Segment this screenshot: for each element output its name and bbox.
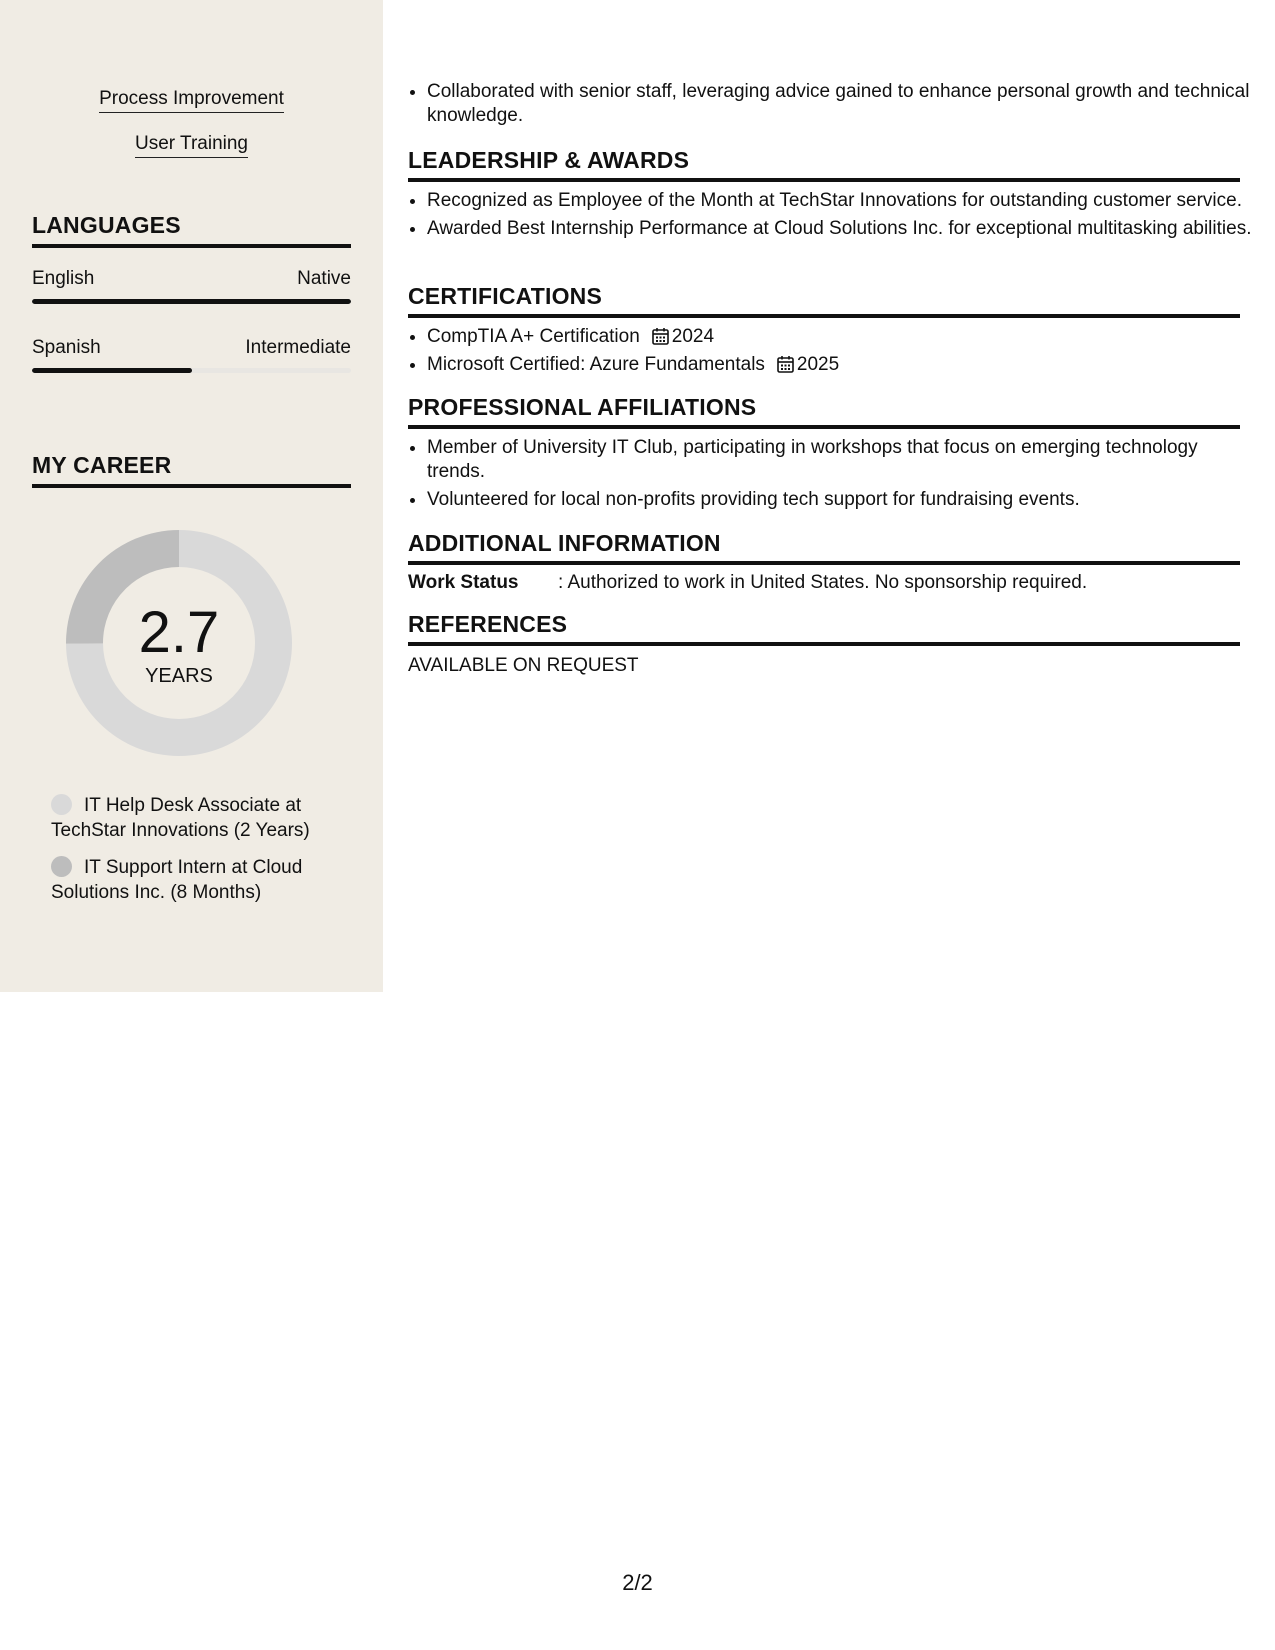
certification-year-group: [777, 354, 839, 375]
certification-year: 2024: [671, 326, 715, 347]
career-heading: MY CAREER: [32, 452, 351, 488]
legend-dot-icon: [51, 794, 72, 815]
sidebar: [0, 0, 383, 992]
leadership-list: [408, 189, 1259, 245]
certifications-list: [408, 325, 1259, 381]
career-legend-label: IT Help Desk Associate at TechStar Innovations (2 Years): [51, 795, 310, 841]
skill-item: [0, 133, 383, 158]
language-row: [32, 268, 351, 290]
affiliations-list: [408, 436, 1259, 516]
affiliations-heading: PROFESSIONAL AFFILIATIONS: [408, 394, 1240, 429]
certification-item: [427, 353, 1259, 377]
career-legend-item: [51, 855, 331, 905]
affiliation-item: • Volunteered for local non-profits providing tech support for fundraising events.: [427, 488, 1259, 512]
language-name: Spanish: [32, 337, 101, 358]
language-name: English: [32, 268, 95, 289]
skill-item: [0, 88, 383, 113]
skill-label: Process Improvement: [99, 88, 284, 113]
language-row: [32, 337, 351, 359]
career-donut-chart: [66, 530, 292, 756]
language-level: Intermediate: [245, 337, 351, 358]
language-proficiency-fill: [32, 368, 192, 373]
skill-label: User Training: [135, 133, 248, 158]
leadership-item: • Awarded Best Internship Performance at Cloud Solutions Inc. for exceptional multitasking abilities.: [427, 217, 1259, 241]
language-proficiency-bar: [32, 368, 351, 373]
leadership-heading: LEADERSHIP & AWARDS: [408, 147, 1240, 182]
work-status-value: : Authorized to work in United States. No sponsorship required.: [558, 572, 1088, 593]
certification-year-group: [652, 326, 714, 347]
certifications-heading: CERTIFICATIONS: [408, 283, 1240, 318]
references-text: AVAILABLE ON REQUEST: [408, 655, 639, 676]
certification-name: CompTIA A+ Certification: [427, 326, 640, 347]
page-number: 2/2: [622, 1570, 653, 1595]
calendar-icon: [652, 327, 669, 345]
experience-bullet-list: [408, 80, 1259, 132]
language-proficiency-bar: [32, 299, 351, 304]
legend-dot-icon: [51, 856, 72, 877]
references-heading: REFERENCES: [408, 611, 1240, 646]
certification-year: 2025: [796, 354, 840, 375]
career-legend-item: [51, 793, 331, 843]
career-legend-label: IT Support Intern at Cloud Solutions Inc. (8 Months): [51, 857, 303, 903]
language-level: Native: [297, 268, 351, 289]
affiliation-item: • Member of University IT Club, participating in workshops that focus on emerging technology trends.: [427, 436, 1259, 484]
languages-heading: LANGUAGES: [32, 212, 351, 248]
calendar-icon: [777, 355, 794, 373]
work-status-label: Work Status: [408, 572, 519, 593]
leadership-item: • Recognized as Employee of the Month at TechStar Innovations for outstanding customer service.: [427, 189, 1259, 213]
additional-info-heading: ADDITIONAL INFORMATION: [408, 530, 1240, 565]
certification-name: Microsoft Certified: Azure Fundamentals: [427, 354, 765, 375]
certification-item: [427, 325, 1259, 349]
language-proficiency-fill: [32, 299, 351, 304]
career-years-unit: YEARS: [145, 665, 213, 687]
experience-bullet: • Collaborated with senior staff, leveraging advice gained to enhance personal growth and technical knowledge.: [427, 80, 1259, 128]
work-status-row: [408, 572, 1240, 594]
career-total-years: 2.7: [138, 600, 220, 665]
